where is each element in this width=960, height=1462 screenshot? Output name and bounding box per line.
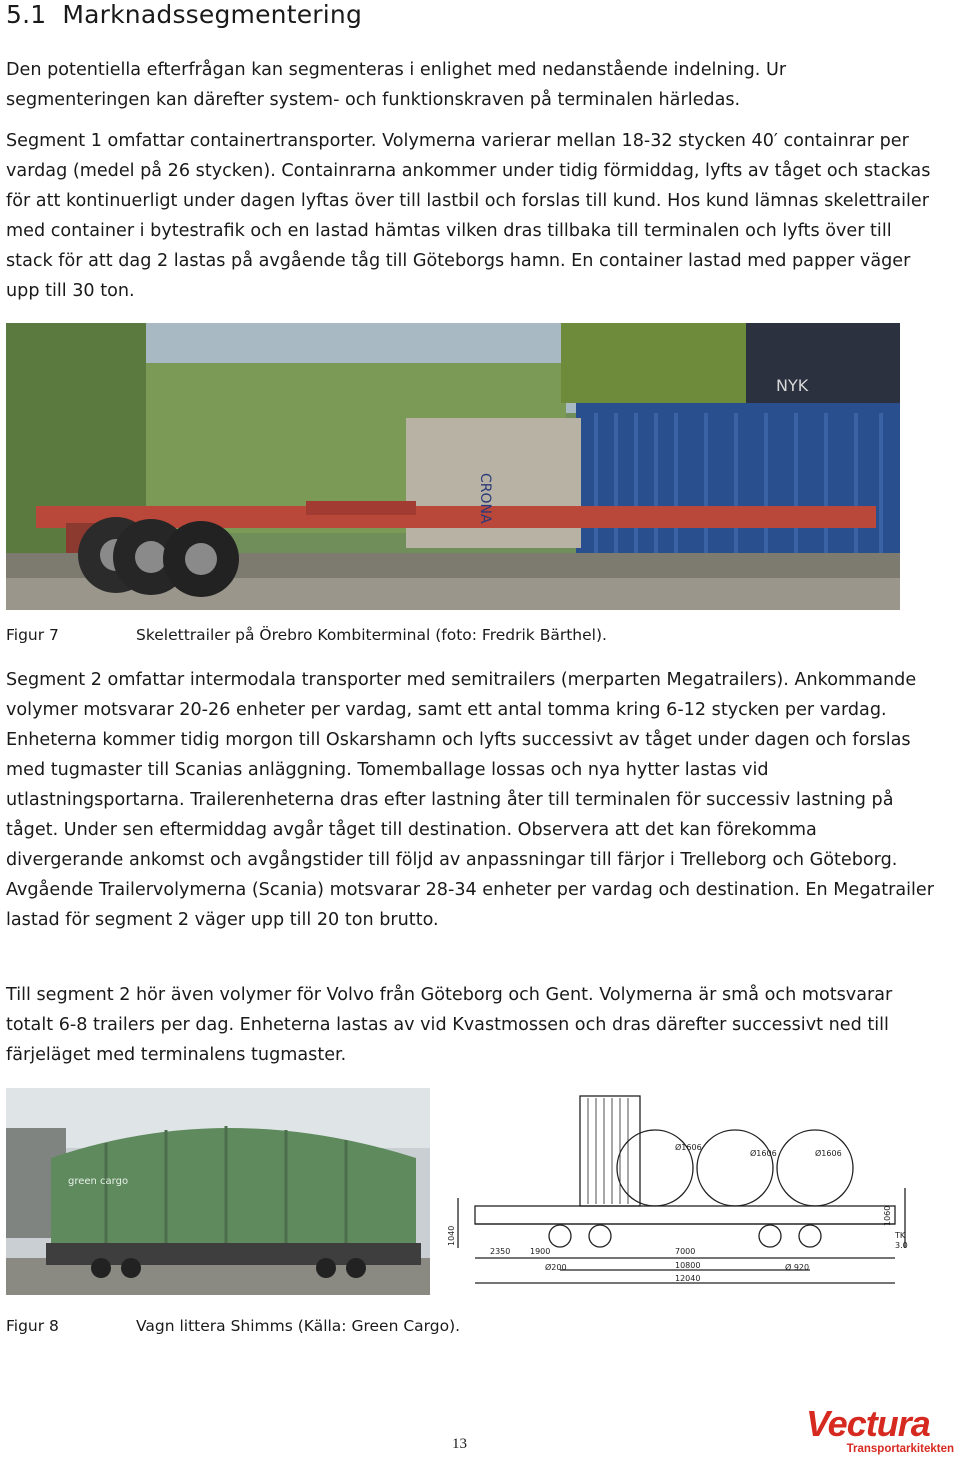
section-heading xyxy=(6,0,362,29)
dim-3: 7000 xyxy=(675,1247,696,1256)
dim-coil-3: Ø1606 xyxy=(815,1149,842,1158)
segment2-paragraph: Segment 2 omfattar intermodala transporter med semitrailers (merparten Megatrailers). Ankommande volymer motsvarar 20-26 enheter per vardag, samt ett antal tomma kring 6-12 stycken per vardag. Enheterna kommer tidig morgon till Oskarshamn och lyfts successivt av tåget under dagen och forslas med tugmaster till Scanias anläggning. Tomemballage lossas och nya hytter lastas vid utlastningsportarna. Trailerenheterna dras efter lastning åter till terminalen för successiv lastning på tåget. Under sen eftermiddag avgår tåget till destination. Observera att det kan förekomma divergerande ankomst och avgångstider till följd av anpassningar till färjor i Trelleborg och Göteborg. Avgående Trailervolymerna (Scania) motsvarar 28-34 enheter per vardag och destination. En Megatrailer lastad för segment 2 väger upp till 20 ton brutto. xyxy=(6,670,934,930)
segment1-paragraph: Segment 1 omfattar containertransporter. Volymerna varierar mellan 18-32 stycken 40′ containrar per vardag (medel på 26 stycken). Containrarna ankommer under tidig förmiddag, lyfts av tåget och stackas för att kontinuerligt under dagen lyftas över till lastbil och forslas till kund. Hos kund lämnas skelettrailer med container i bytestrafik och en lastad hämtas vilken dras tillbaka till terminalen och lyfts över till stack för att dag 2 lastas på avgående tåg till Göteborgs hamn. En container lastad med papper väger upp till 30 ton. xyxy=(6,131,931,301)
figure7-caption-text: Skelettrailer på Örebro Kombiterminal (foto: Fredrik Bärthel). xyxy=(136,626,607,644)
container-label-1: CRONA xyxy=(477,473,493,524)
dim-9: Ø 920 xyxy=(785,1263,810,1272)
dim-tk: TK xyxy=(895,1231,906,1240)
dim-tk-val: 3.0 xyxy=(895,1241,908,1250)
logo-tagline: Transportarkitekten xyxy=(846,1443,954,1455)
figure7-caption xyxy=(6,626,607,644)
dim-5: 12040 xyxy=(675,1274,701,1283)
dim-2: 1900 xyxy=(530,1247,551,1256)
section-number: 5.1 xyxy=(6,0,47,29)
dim-7: 1060 xyxy=(883,1205,892,1226)
intro-paragraph: Den potentiella efterfrågan kan segmenteras i enlighet med nedanstående indelning. Ur segmenteringen kan därefter system- och funktionskraven på terminalen härledas. xyxy=(6,60,787,110)
shimms-wagon-photo xyxy=(6,1088,430,1295)
container-label-2: NYK xyxy=(776,376,809,395)
wagon-label: green cargo xyxy=(68,1176,129,1187)
dim-coil-1: Ø1606 xyxy=(675,1143,702,1152)
dim-1: 2350 xyxy=(490,1247,511,1256)
figure8-caption-text: Vagn littera Shimms (Källa: Green Cargo). xyxy=(136,1317,461,1335)
dim-coil-2: Ø1606 xyxy=(750,1149,777,1158)
shimms-wagon-drawing xyxy=(447,1088,920,1295)
figure8-caption xyxy=(6,1317,460,1335)
dim-4: 10800 xyxy=(675,1261,701,1270)
skeleton-trailer-photo xyxy=(6,323,900,610)
figure7-label: Figur 7 xyxy=(6,626,59,644)
vectura-logo xyxy=(806,1403,956,1461)
segment2b-paragraph: Till segment 2 hör även volymer för Volvo från Göteborg och Gent. Volymerna är små och motsvarar totalt 6-8 trailers per dag. Enheterna lastas av vid Kvastmossen och dras därefter successivt ned till färjeläget med terminalens tugmaster. xyxy=(6,985,893,1065)
figure8-label: Figur 8 xyxy=(6,1317,59,1335)
section-title: Marknadssegmentering xyxy=(62,0,363,29)
dim-8: Ø200 xyxy=(545,1263,567,1272)
dim-6: 1040 xyxy=(447,1225,456,1246)
logo-word: Vectura xyxy=(806,1403,930,1444)
page-number: 13 xyxy=(452,1436,467,1452)
